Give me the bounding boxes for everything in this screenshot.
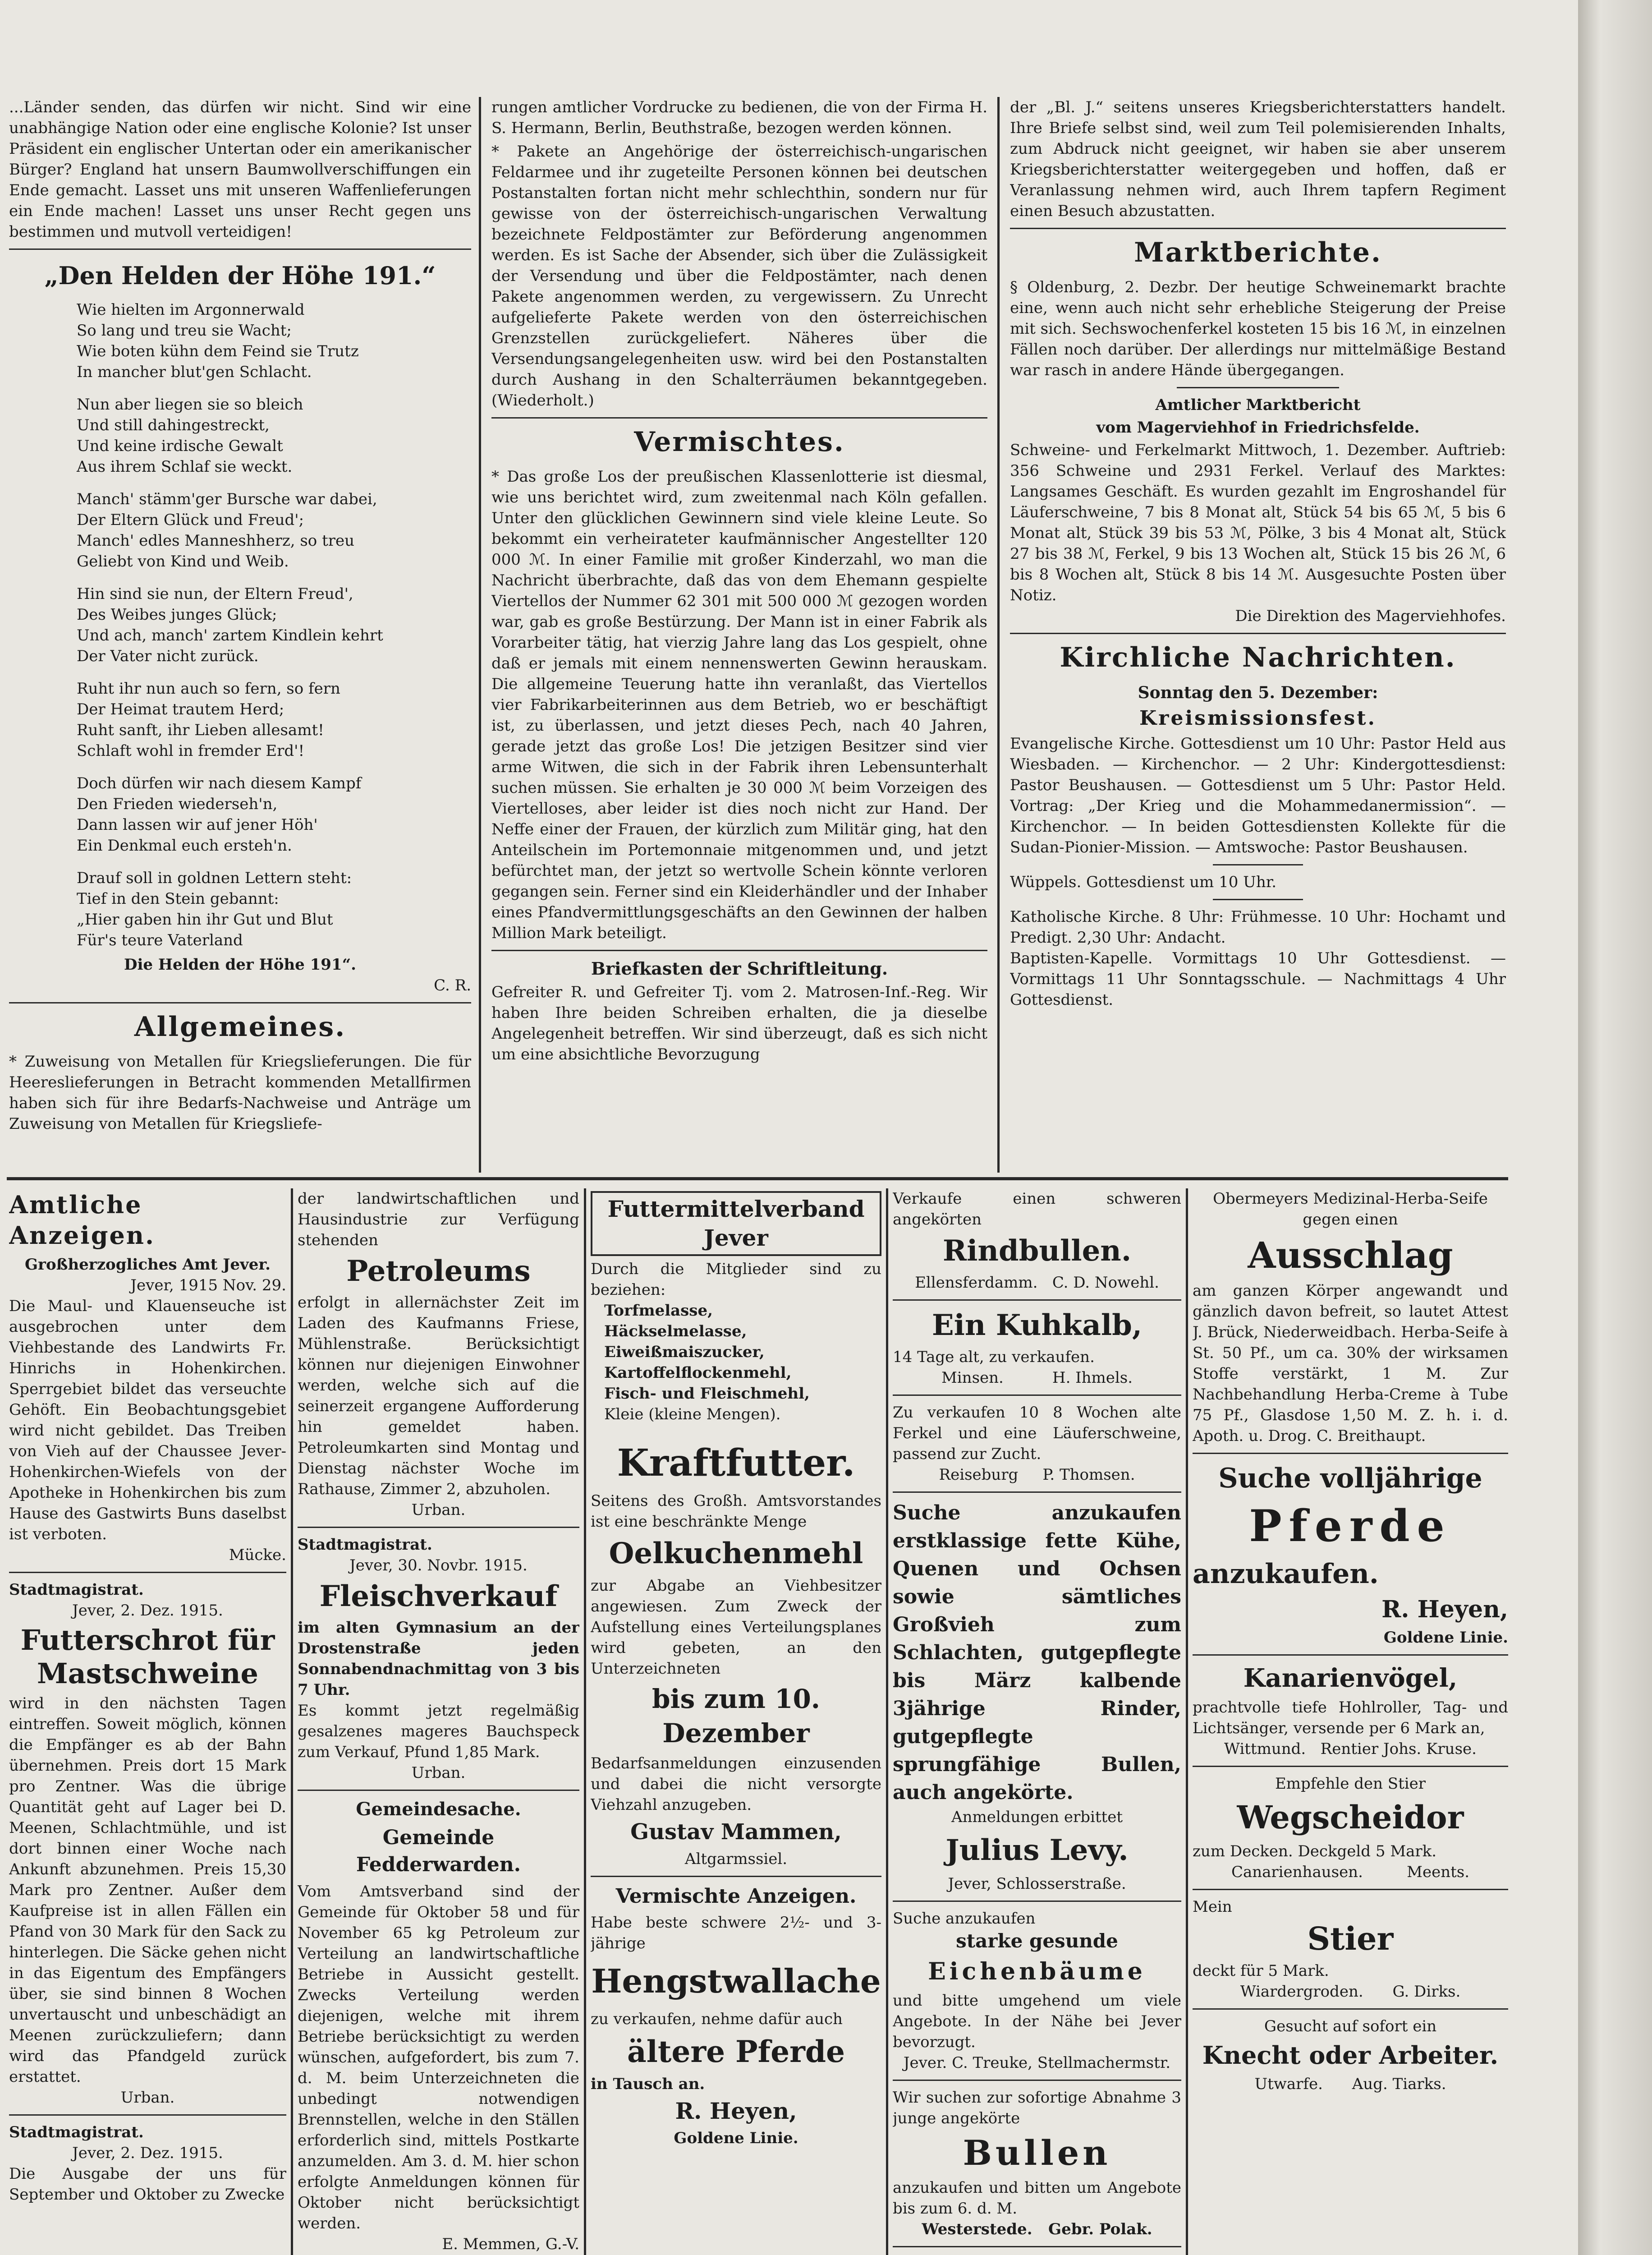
futtermittel-item: Kleie (kleine Mengen).	[604, 1405, 781, 1423]
futtermittel-intro: Durch die Mitglieder sind zu beziehen:	[591, 1260, 881, 1299]
poem-line: Hin sind sie nun, der Eltern Freud',	[77, 585, 353, 603]
divider	[9, 249, 471, 250]
petroleum-text: erfolgt in allernächster Zeit im Laden des Kaufmanns Friese, Mühlenstraße. Berücksichtigt können nur diejenigen Einwohner werden, welche sich auf die seinerzeit ergangene Aufforderung hin gemeldet haben. Petroleumkarten sind Montag und Dienstag nächster Woche im Rathause, Zimmer 2, abzuholen.	[298, 1293, 579, 1498]
oelkuchenmehl-headline: Oelkuchenmehl	[609, 1537, 863, 1570]
marktbericht-oldenburg: § Oldenburg, 2. Dezbr. Der heutige Schweinemarkt brachte eine, wenn auch nicht sehr erhebliche Steigerung der Preise mit sich. Sechswochenferkel kosteten 15 bis 16 ℳ, in einzelnen Fällen noch darüber. Der allerdings nur mittelmäßige Bestand war rasch in andere Hände übergegangen.	[1010, 278, 1506, 379]
divider	[1010, 228, 1506, 229]
stanza-gap	[77, 477, 471, 489]
ads-column-5	[1193, 1188, 1508, 2255]
section-title-vermischtes: Vermischtes.	[634, 426, 845, 458]
divider	[298, 1527, 579, 1528]
kirche-baptisten: Baptisten-Kapelle. Vormittags 10 Uhr Gottesdienst. — Vormittags 11 Uhr Sonntagsschule. — Nachmittags 4 Uhr Gottesdienst.	[1010, 949, 1506, 1009]
poem-line: Ein Denkmal euch ersteh'n.	[77, 837, 292, 855]
column-rule	[886, 1188, 888, 2255]
continued-paragraph: rungen amtlicher Vordrucke zu bedienen, die von der Firma H. S. Hermann, Berlin, Beuthstraße, bezogen werden können.	[491, 98, 987, 137]
amt-date: Jever, 1915 Nov. 29.	[130, 1276, 286, 1294]
column-rule	[584, 1188, 586, 2255]
poem-line: Aus ihrem Schlaf sie weckt.	[77, 458, 293, 476]
amtlicher-marktbericht-title: Amtlicher Marktbericht	[1155, 396, 1361, 414]
poem-line: Ruht ihr nun auch so fern, so fern	[77, 680, 340, 698]
eichen-text: und bitte umgehend um viele Angebote. In der Nähe bei Jever bevorzugt.	[893, 1992, 1181, 2051]
petroleum-signature: Urban.	[411, 1501, 466, 1519]
kuhkalb-signature: Minsen. H. Ihmels.	[941, 1369, 1133, 1387]
poem-line: Der Vater nicht zurück.	[77, 647, 259, 665]
fleischverkauf-text: Es kommt jetzt regelmäßig gesalzenes mageres Bauchspeck zum Verkauf, Pfund 1,85 Mark.	[298, 1702, 579, 1761]
futtermittel-signature: Gustav Mammen,	[630, 1819, 842, 1845]
stier2-signature: Wiardergroden. G. Dirks.	[1240, 1983, 1461, 2001]
divider	[1213, 864, 1303, 865]
pakete-paragraph: * Pakete an Angehörige der österreichisch-ungarischen Feldarmee und ihr zugeteilte Personen können bei deutschen Postanstalten fortan nicht mehr schlechthin, sondern nur für gewisse von der österreichisch-ungarischen Verwaltung bezeichnete Feldpostämter zur Beförderung angenommen werden. Es ist Sache der Absender, sich über die Zulässigkeit der Versendung und über die Feldpostämter, nach denen Pakete angenommen werden, zu vergewissern. Zu Unrecht aufgelieferte Pakete werden von den österreichischen Grenzstellen zurückgeliefert. Näheres über die Versendungsangelegenheiten usw. wird bei den Postanstalten durch Aushang in den Schalterräumen bekanntgegeben. (Wiederholt.)	[491, 143, 987, 410]
stanza-gap	[77, 667, 471, 678]
medizinal-intro: Obermeyers Medizinal-Herba-Seife gegen einen	[1213, 1190, 1488, 1229]
stanza-gap	[77, 856, 471, 868]
stadtmagistrat-title: Stadtmagistrat.	[298, 1536, 432, 1554]
pferde-headline-2: Pferde	[1249, 1500, 1452, 1551]
poem-line: Und still dahingestreckt,	[77, 416, 270, 434]
column-rule	[997, 97, 1000, 1173]
vermischte-anzeigen-head: Vermischte Anzeigen.	[615, 1885, 857, 1908]
stanza-gap	[77, 761, 471, 773]
deadline-text: Bedarfsanmeldungen einzusenden und dabei die nicht versorgte Viehzahl anzugeben.	[591, 1754, 881, 1814]
futterschrot-signature: Urban.	[120, 2089, 175, 2107]
stier-text: zum Decken. Deckgeld 5 Mark.	[1193, 1842, 1437, 1860]
tausch-text: in Tausch an.	[591, 2075, 705, 2093]
stadtmagistrat-text: Die Ausgabe der uns für September und Oktober zu Zwecke	[9, 2165, 286, 2204]
fleischverkauf-headline: Fleischverkauf	[319, 1579, 558, 1613]
suche-note: Anmeldungen erbittet	[951, 1808, 1123, 1826]
hengstwallache-headline: Hengstwallache	[591, 1962, 881, 2000]
oelkuchenmehl-text: zur Abgabe an Viehbesitzer angewiesen. Zum Zweck der Aufstellung eines Verteilungsplanes wird gebeten, an den Unterzeichneten	[591, 1577, 881, 1678]
ads-column-1	[9, 1188, 286, 2255]
medizinal-text: am ganzen Körper angewandt und gänzlich davon befreit, so lautet Attest J. Brück, Niederweidbach. Herba-Seife à St. 50 Pf., um ca. 30% der wirksamen Stoffe verstärkt, 1 M. Zur Nachbehandlung Herba-Creme à Tube 75 Pf., Glasdose 1,50 M. Z. h. i. d. Apoth. u. Drog. C. Breithaupt.	[1193, 1282, 1508, 1445]
eichen-intro: Suche anzukaufen	[893, 1910, 1036, 1928]
gemeinde-signature: E. Memmen, G.-V.	[442, 2235, 579, 2253]
stadtmagistrat-date: Jever, 2. Dez. 1915.	[72, 2144, 223, 2162]
pferde-headline-1: Suche volljährige	[1218, 1463, 1482, 1494]
divider	[893, 1394, 1181, 1396]
vermischtes-text: * Das große Los der preußischen Klassenlotterie ist diesmal, wie uns berichtet wird, zum zweitenmal nach Köln gefallen. Unter den glücklichen Gewinnern sind viele kleine Leute. So bekommt ein verheirateter kaufmännischer Angestellter 120 000 ℳ. In einer Familie mit großer Kinderzahl, wo man die Nachricht überbrachte, daß das von dem Ehemann gespielte Viertellos der Nummer 62 301 mit 500 000 ℳ gezogen worden war, gab es große Bestürzung. Der Mann ist in einer Fabrik als Vorarbeiter tätig, hat vierzig Jahre lang das Los gespielt, ohne daß er jemals mit einem nennenswerten Gewinn herauskam. Die allgemeine Teuerung hatte ihn veranlaßt, das Viertellos vier Fabrikarbeiterinnen aus dem Betrieb, wo er beschäftigt ist, zu überlassen, und jetzt dieses Pech, nach 40 Jahren, gerade jetzt das große Los! Die jetzigen Besitzer sind vier arme Witwen, die sich in der Fabrik ihren Lebensunterhalt suchen müssen. Sie erhalten je 30 000 ℳ beim Vorzeigen des Viertelloses, aber leider ist dies noch nicht zur Hand. Der Neffe einer der Frauen, der kürzlich zum Militär ging, hat den Anteilschein im Portemonnaie mitgenommen und, und jetzt befürchtet man, der jetzt so wertvolle Schein könnte verloren gegangen sein. Ferner sind ein Kleiderhändler und der Inhaber eines Pfandvermittlungsgeschäfts an den Gewinnen der halben Million Mark beteiligt.	[491, 468, 987, 942]
poem-line: Schlaft wohl in fremder Erd'!	[77, 742, 305, 760]
kanarienvoegel-headline: Kanarienvögel,	[1243, 1663, 1458, 1693]
fleischverkauf-place: im alten Gymnasium an der Drostenstraße jeden Sonnabendnachmittag von 3 bis 7 Uhr.	[298, 1619, 579, 1699]
briefkasten-text: Gefreiter R. und Gefreiter Tj. vom 2. Matrosen-Inf.-Reg. Wir haben Ihre beiden Schreiben erhalten, die ja dieselbe Angelegenheit betreffen. Wir sind überzeugt, daß es sich nicht um eine absichtliche Bevorzugung	[491, 983, 987, 1063]
divider	[893, 2246, 1181, 2247]
futtermittelverband-head: Futtermittelverband Jever	[591, 1191, 881, 1256]
amtliche-anzeigen-head: Amtliche Anzeigen.	[9, 1190, 155, 1250]
poem-title: „Den Helden der Höhe 191.“	[44, 261, 436, 290]
poem-line: „Hier gaben hin ihr Gut und Blut	[77, 911, 333, 929]
eichen-signature: Jever. C. Treuke, Stellmachermstr.	[903, 2054, 1171, 2072]
stadtmagistrat-date: Jever, 2. Dez. 1915.	[72, 1602, 223, 1620]
divider	[1213, 899, 1303, 900]
levy-headline: Julius Levy.	[945, 1833, 1129, 1867]
column-rule	[291, 1188, 293, 2255]
futtermittel-item: Torfmelasse,	[604, 1302, 713, 1320]
futtermittel-item: Eiweißmaiszucker,	[604, 1343, 765, 1361]
ads-column-4	[893, 1188, 1181, 2255]
poem-lines	[9, 299, 471, 951]
poem-line: Des Weibes junges Glück;	[77, 606, 277, 624]
top-column-1	[9, 97, 471, 1175]
poem-line: Geliebt von Kind und Weib.	[77, 552, 289, 571]
fleischverkauf-signature: Urban.	[411, 1764, 466, 1782]
petroleum-headline: Petroleums	[346, 1254, 531, 1288]
poem-closing: Die Helden der Höhe 191“.	[124, 956, 356, 974]
section-title-allgemeines: Allgemeines.	[134, 1011, 346, 1043]
column-rule	[1186, 1188, 1188, 2255]
poem-line: Der Heimat trautem Herd;	[77, 700, 285, 718]
poem-line: Der Eltern Glück und Freud';	[77, 511, 304, 529]
futtermittel-signature-place: Altgarmssiel.	[684, 1850, 788, 1868]
petroleum-intro: der landwirtschaftlichen und Hausindustrie zur Verfügung stehenden	[298, 1190, 579, 1249]
bullen-text: anzukaufen und bitten um Angebote bis zum 6. d. M.	[893, 2179, 1181, 2218]
poem-line: Und keine irdische Gewalt	[77, 437, 283, 455]
allgemeines-text: * Zuweisung von Metallen für Kriegslieferungen. Die für Heereslieferungen in Betracht kommenden Metallfirmen haben sich für ihre Bedarfs-Nachweise und Anträge um Zuweisung von Metallen für Kriegsliefe-	[9, 1053, 471, 1133]
kuhkalb-headline: Ein Kuhkalb,	[932, 1308, 1143, 1342]
lead-paragraph: ...Länder senden, das dürfen wir nicht. Sind wir eine unabhängige Nation oder eine englische Kolonie? Ist unser Präsident ein englischer Untertan oder ein amerikanischer Bürger? England hat unsern Baumwollverschiffungen ein Ende gemacht. Lasset uns mit unseren Waffenlieferungen ein Ende machen! Lasset uns unser Recht gegen uns bestimmen und mutvoll verteidigen!	[9, 98, 471, 241]
poem-line: Für's teure Vaterland	[77, 931, 243, 949]
stier2-text: deckt für 5 Mark.	[1193, 1962, 1329, 1980]
divider	[1010, 633, 1506, 634]
stanza-gap	[77, 572, 471, 584]
amtlicher-marktbericht-subtitle: vom Magerviehhof in Friedrichsfelde.	[1096, 419, 1420, 437]
poem-line: In mancher blut'gen Schlacht.	[77, 363, 312, 381]
poem-line: So lang und treu sie Wacht;	[77, 322, 292, 340]
top-column-3	[1010, 97, 1506, 1175]
futterschrot-text: wird in den nächsten Tagen eintreffen. Soweit möglich, können die Empfänger es ab der Bahn übernehmen. Preis dort 15 Mark pro Zentner. Was die übrige Quantität geht auf Lager bei D. Meenen, Schlachtmühle, und ist dort binnen einer Woche nach Ankunft abzunehmen. Preis 15,30 Mark pro Zentner. Außer dem Kaufpreise ist in allen Fällen ein Pfand von 30 Mark für den Sack zu hinterlegen. Die Säcke gehen nicht in das Eigentum des Empfängers über, sie sind binnen 8 Wochen unvertauscht und unbeschädigt an Meenen zurückzuliefern; dann wird das Pfandgeld zurück erstattet.	[9, 1694, 286, 2086]
stier-intro: Empfehle den Stier	[1275, 1775, 1426, 1793]
divider	[1193, 1654, 1508, 1656]
stanza-gap	[77, 382, 471, 394]
divider	[9, 1002, 471, 1003]
kirchliche-date: Sonntag den 5. Dezember:	[1138, 683, 1378, 702]
pferde-signature-sub: Goldene Linie.	[1383, 1629, 1508, 1647]
divider	[893, 2080, 1181, 2081]
hengst-text: zu verkaufen, nehme dafür auch	[591, 2010, 843, 2028]
kraftfutter-text: Seitens des Großh. Amtsvorstandes ist eine beschränkte Menge	[591, 1492, 881, 1531]
divider	[1193, 1889, 1508, 1890]
section-title-marktberichte: Marktberichte.	[1134, 237, 1382, 268]
section-rule	[7, 1177, 1508, 1180]
kanarien-text: prachtvolle tiefe Hohlroller, Tag- und Lichtsänger, versende per 6 Mark an,	[1193, 1698, 1508, 1737]
eichen-subtitle: starke gesunde	[956, 1930, 1118, 1952]
ads-column-2	[298, 1188, 579, 2255]
divider	[591, 1876, 881, 1877]
divider	[1193, 2008, 1508, 2010]
kanarien-signature: Wittmund. Rentier Johs. Kruse.	[1224, 1740, 1477, 1758]
amt-text: Die Maul- und Klauenseuche ist ausgebrochen unter dem Viehbestande des Landwirts Fr. Hinrichs in Hohenkirchen. Sperrgebiet bildet das verseuchte Gehöft. Ein Beobachtungsgebiet wird nicht gebildet. Das Treiben von Vieh auf der Chaussee Jever-Hohenkirchen-Wiefels von der Apotheke in Hohenkirchen bis zum Hause des Gastwirts Buns daselbst ist verboten.	[9, 1297, 286, 1543]
gemeinde-headline: Gemeinde Fedderwarden.	[356, 1826, 521, 1876]
top-column-2	[491, 97, 987, 1175]
amtlicher-marktbericht-signature: Die Direktion des Magerviehhofes.	[1235, 607, 1506, 625]
section-title-kirchliche: Kirchliche Nachrichten.	[1060, 642, 1456, 673]
stier-signature: Canarienhausen. Meents.	[1231, 1863, 1470, 1881]
knecht-signature: Utwarfe. Aug. Tiarks.	[1254, 2075, 1446, 2093]
divider	[1193, 1766, 1508, 1767]
kuhkalb-text: 14 Tage alt, zu verkaufen.	[893, 1348, 1095, 1366]
poem-signature: C. R.	[434, 976, 471, 994]
amtlicher-marktbericht-text: Schweine- und Ferkelmarkt Mittwoch, 1. Dezember. Auftrieb: 356 Schweine und 2931 Ferkel. Verlauf des Marktes: Langsames Geschäft. Es wurden gezahlt im Engroshandel für Läuferschweine, 7 bis 8 Monat alt, Stück 54 bis 65 ℳ, 5 bis 6 Monat alt, Stück 39 bis 53 ℳ, Pölke, 3 bis 4 Monat alt, Stück 27 bis 38 ℳ, Ferkel, 9 bis 13 Wochen alt, Stück 15 bis 26 ℳ, 6 bis 8 Wochen alt, Stück 8 bis 14 ℳ. Ausgesuchte Posten über Notiz.	[1010, 441, 1506, 604]
stadtmagistrat-title: Stadtmagistrat.	[9, 1581, 144, 1599]
kirche-katholisch: Katholische Kirche. 8 Uhr: Frühmesse. 10 Uhr: Hochamt und Predigt. 2,30 Uhr: Andacht.	[1010, 908, 1506, 947]
ferkel-signature: Reiseburg P. Thomsen.	[939, 1466, 1135, 1484]
poem-line: Dann lassen wir auf jener Höh'	[77, 816, 318, 834]
mein-text: Mein	[1193, 1898, 1232, 1916]
bullen-intro: Wir suchen zur sofortige Abnahme 3 junge angekörte	[893, 2089, 1181, 2127]
futtermittel-item: Fisch- und Fleischmehl,	[604, 1385, 810, 1403]
divider	[491, 417, 987, 419]
column-rule	[479, 97, 481, 1173]
poem-line: Wie boten kühn dem Feind sie Trutz	[77, 342, 359, 360]
stier-headline: Stier	[1307, 1920, 1394, 1957]
poem-line: Doch dürfen wir nach diesem Kampf	[77, 774, 362, 792]
poem-line: Drauf soll in goldnen Lettern steht:	[77, 869, 352, 887]
levy-address: Jever, Schlosserstraße.	[948, 1875, 1126, 1893]
knecht-intro: Gesucht auf sofort ein	[1264, 2017, 1437, 2035]
kirchliche-fest: Kreismissionsfest.	[1139, 707, 1377, 730]
rindbullen-headline: Rindbullen.	[942, 1234, 1132, 1268]
ausschlag-headline: Ausschlag	[1248, 1234, 1453, 1276]
knecht-headline: Knecht oder Arbeiter.	[1202, 2041, 1499, 2070]
divider	[9, 2114, 286, 2116]
divider	[1193, 1453, 1508, 1454]
hengst-intro: Habe beste schwere 2½- und 3-jährige	[591, 1914, 881, 1952]
amt-title: Großherzogliches Amt Jever.	[25, 1256, 271, 1274]
kirche-evangelisch: Evangelische Kirche. Gottesdienst um 10 Uhr: Pastor Held aus Wiesbaden. — Kirchenchor. — 2 Uhr: Kindergottesdienst: Pastor Beushausen. — Gottesdienst um 5 Uhr: Pastor Held. Vortrag: „Der Krieg und die Mohammedanermission“. — Kirchenchor. — In beiden Gottesdiensten Kollekte für die Sudan-Pionier-Mission. — Amtswoche: Pastor Beushausen.	[1010, 735, 1506, 856]
heyen-signature: R. Heyen,	[675, 2098, 797, 2124]
bullen-signature: Westerstede. Gebr. Polak.	[922, 2220, 1152, 2238]
divider	[1177, 387, 1339, 388]
divider	[9, 1572, 286, 1573]
poem-line: Den Frieden wiederseh'n,	[77, 795, 278, 813]
deadline-headline: bis zum 10. Dezember	[652, 1684, 820, 1749]
divider	[893, 1491, 1181, 1493]
gemeinde-text: Vom Amtsverband sind der Gemeinde für Oktober 58 und für November 65 kg Petroleum zur Verteilung an landwirtschaftliche Betriebe in Aussicht gestellt. Zwecks Verteilung werden diejenigen, welche mit ihrem Betriebe berücksichtigt zu werden wünschen, aufgefordert, bis zum 7. d. M. beim Unterzeichneten die unbedingt notwendigen Brennstellen, welche in den Ställen erforderlich sind, mittels Postkarte anzumelden. Am 3. d. M. hier schon erfolgte Anmeldungen können für Oktober nicht berücksichtigt werden.	[298, 1882, 579, 2232]
poem-line: Manch' stämm'ger Bursche war dabei,	[77, 490, 377, 508]
rindbullen-intro: Verkaufe einen schweren angekörten	[893, 1190, 1181, 1229]
poem-line: Wie hielten im Argonnerwald	[77, 301, 305, 319]
poem-line: Ruht sanft, ihr Lieben allesamt!	[77, 721, 324, 739]
pferde-headline-3: anzukaufen.	[1193, 1558, 1379, 1590]
divider	[298, 1790, 579, 1791]
divider	[893, 1299, 1181, 1301]
continued-paragraph: der „Bl. J.“ seitens unseres Kriegsberichterstatters handelt. Ihre Briefe selbst sind, weil zum Teil polemisierenden Inhalts, zum Abdruck nicht geeignet, wir haben sie aber unserem Kriegsberichterstatter weitergegeben und hoffen, daß er Veranlassung nehmen wird, auch Ihrem tapfern Regiment einen Besuch abzustatten.	[1010, 98, 1506, 220]
divider	[893, 1901, 1181, 1902]
suche-anzukaufen-text: Suche anzukaufen erstklassige fette Kühe, Quenen und Ochsen sowie sämtliches Großvieh zum Schlachten, gutgepflegte bis März kalbende 3jährige Rinder, gutgepflegte sprungfähige Bullen, auch angekörte.	[893, 1501, 1181, 1804]
wegscheidor-headline: Wegscheidor	[1237, 1799, 1464, 1836]
futtermittel-item: Kartoffelflockenmehl,	[604, 1364, 792, 1382]
page-edge	[1578, 0, 1652, 2255]
gemeindesache-title: Gemeindesache.	[356, 1799, 521, 1820]
pferde-signature: R. Heyen,	[1381, 1596, 1508, 1623]
rindbullen-signature: Ellensferdamm. C. D. Nowehl.	[915, 1274, 1159, 1292]
poem-line: Manch' edles Manneshherz, so treu	[77, 532, 355, 550]
ads-column-3	[591, 1188, 881, 2255]
stadtmagistrat-date: Jever, 30. Novbr. 1915.	[349, 1556, 528, 1574]
futterschrot-headline: Futterschrot für Mastschweine	[20, 1624, 275, 1690]
heyen-subtitle: Goldene Linie.	[674, 2129, 798, 2147]
futtermittel-item: Häckselmelasse,	[604, 1322, 747, 1340]
futtermittel-items	[591, 1300, 881, 1425]
ferkel-text: Zu verkaufen 10 8 Wochen alte Ferkel und eine Läuferschweine, passend zur Zucht.	[893, 1404, 1181, 1463]
amt-signature: Mücke.	[229, 1546, 286, 1564]
kraftfutter-headline: Kraftfutter.	[617, 1441, 855, 1485]
poem-line: Tief in den Stein gebannt:	[77, 890, 279, 908]
eichenbaeume-headline: Eichenbäume	[928, 1958, 1146, 1985]
kirche-wueppels: Wüppels. Gottesdienst um 10 Uhr.	[1010, 873, 1277, 891]
stadtmagistrat-title: Stadtmagistrat.	[9, 2123, 144, 2141]
poem-line: Nun aber liegen sie so bleich	[77, 396, 303, 414]
bullen-headline: Bullen	[963, 2133, 1111, 2173]
section-title-briefkasten: Briefkasten der Schriftleitung.	[591, 958, 888, 979]
aeltere-pferde-headline: ältere Pferde	[627, 2034, 845, 2069]
poem-line: Und ach, manch' zartem Kindlein kehrt	[77, 626, 383, 644]
divider	[491, 950, 987, 951]
